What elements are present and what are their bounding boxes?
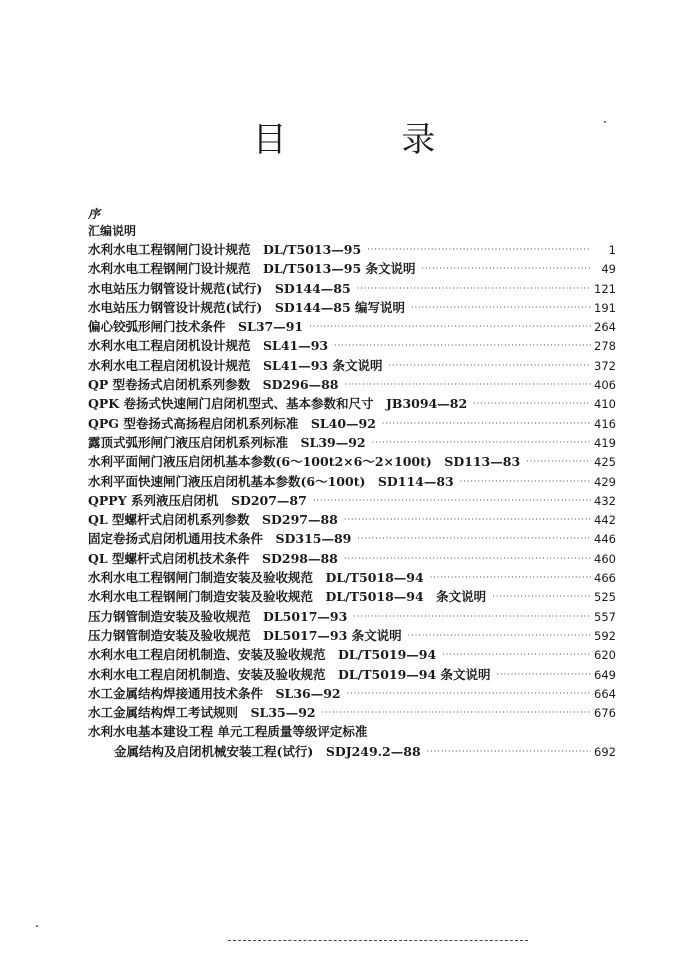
toc-entry (88, 684, 616, 703)
leader-dots (357, 529, 591, 548)
toc-entry-title: 水利水电工程启闭机设计规范 SL41—93 条文说明 (88, 357, 383, 373)
toc-entry-title: 水利水电工程钢闸门制造安装及验收规范 DL/T5018—94 条文说明 (88, 589, 487, 605)
toc-entry (88, 394, 616, 413)
toc-entry-page: 406 (594, 378, 616, 393)
toc-entry-page: 442 (594, 513, 616, 528)
toc-entry-title: 固定卷扬式启闭机通用技术条件 SD315—89 (88, 531, 352, 547)
toc-entry-title: 水工金属结构焊接通用技术条件 SL36—92 (88, 685, 341, 701)
compilation-note-entry: 汇编说明 (88, 224, 137, 238)
toc-entry (88, 510, 616, 529)
toc-entry-page: 419 (594, 435, 616, 450)
toc-entry (88, 317, 616, 336)
toc-entry (88, 259, 616, 278)
toc-entry-title: 水利水电基本建设工程 单元工程质量等级评定标准 (88, 724, 368, 740)
toc-entry-title: QPK 卷扬式快速闸门启闭机型式、基本参数和尺寸 JB3094—82 (88, 396, 468, 412)
toc-entry-page: 525 (594, 590, 616, 605)
preface-entry: 序 (88, 207, 101, 221)
leader-dots (345, 375, 592, 394)
toc-entry (88, 240, 616, 259)
toc-entry (88, 703, 616, 722)
scan-speck (604, 121, 606, 123)
toc-entry (88, 645, 616, 664)
toc-entry-page: 121 (594, 281, 616, 296)
leader-dots (372, 433, 591, 452)
scan-edge-line (228, 940, 528, 942)
toc-entry-title: 偏心铰弧形闸门技术条件 SL37—91 (88, 319, 304, 335)
toc-entry-page: 416 (594, 416, 616, 431)
toc-entry-page: 592 (594, 628, 616, 643)
leader-dots (430, 568, 591, 587)
toc-entry-title: QP 型卷扬式启闭机系列参数 SD296—88 (88, 377, 339, 393)
toc-entry-title: 水电站压力钢管设计规范(试行) SD144—85 (88, 280, 351, 296)
toc-entry-title: 水利平面快速闸门液压启闭机基本参数(6～100t) SD114—83 (88, 473, 454, 489)
toc-entry-title: 水利水电工程钢闸门设计规范 DL/T5013—95 条文说明 (88, 261, 416, 277)
toc-entry (88, 607, 616, 626)
table-of-contents (88, 240, 616, 761)
toc-entry (88, 414, 616, 433)
toc-entry-title: 水利水电工程钢闸门设计规范 DL/T5013—95 (88, 242, 362, 257)
toc-entry-title: QL 型螺杆式启闭机技术条件 SD298—88 (88, 550, 338, 566)
toc-entry-title: 水利水电工程钢闸门制造安装及验收规范 DL/T5018—94 (88, 570, 424, 586)
toc-entry-page: 1 (608, 243, 616, 257)
leader-dots (344, 549, 591, 568)
toc-entry (88, 375, 616, 394)
toc-entry-title: 水利平面闸门液压启闭机基本参数(6～100t2×6～2×100t) SD113—83 (88, 454, 521, 470)
leader-dots (411, 298, 591, 317)
toc-entry (88, 529, 616, 548)
toc-entry-title: QPG 型卷扬式高扬程启闭机系列标准 SL40—92 (88, 415, 376, 431)
leader-dots (526, 452, 591, 471)
toc-group-heading (88, 722, 616, 741)
leader-dots (353, 607, 591, 626)
toc-entry-page: 429 (594, 474, 616, 489)
toc-entry (88, 472, 616, 491)
leader-dots (388, 356, 591, 375)
toc-entry-title: 水电站压力钢管设计规范(试行) SD144—85 编写说明 (88, 299, 406, 315)
leader-dots (322, 703, 591, 722)
toc-entry-page: 432 (594, 493, 616, 508)
leader-dots (313, 491, 591, 510)
leader-dots (367, 240, 591, 259)
toc-entry (88, 626, 616, 645)
leader-dots (344, 510, 591, 529)
leader-dots (473, 394, 591, 413)
toc-entry-title: 压力钢管制造安装及验收规范 DL5017—93 (88, 608, 348, 624)
toc-entry-page: 425 (594, 455, 616, 470)
toc-entry (88, 452, 616, 471)
toc-entry-page: 446 (594, 532, 616, 547)
toc-entry-page: 278 (594, 339, 616, 354)
toc-entry (88, 491, 616, 510)
toc-entry-page: 460 (594, 551, 616, 566)
toc-entry (88, 587, 616, 606)
toc-entry-page: 466 (594, 571, 616, 586)
page-title: 目 录 (252, 120, 488, 160)
toc-entry-title: QL 型螺杆式启闭机系列参数 SD297—88 (88, 512, 338, 528)
toc-entry (88, 742, 616, 761)
toc-entry-page: 49 (601, 262, 616, 277)
toc-entry-title: 水利水电工程启闭机制造、安装及验收规范 DL/T5019—94 (88, 647, 437, 663)
toc-entry-page: 191 (594, 300, 616, 315)
toc-entry-title: 压力钢管制造安装及验收规范 DL5017—93 条文说明 (88, 627, 402, 643)
toc-entry-page: 620 (594, 648, 616, 663)
toc-entry (88, 336, 616, 355)
toc-entry-page: 676 (594, 706, 616, 721)
leader-dots (334, 336, 591, 355)
toc-entry (88, 549, 616, 568)
toc-entry-page: 649 (594, 667, 616, 682)
toc-entry (88, 568, 616, 587)
toc-entry-page: 264 (594, 320, 616, 335)
toc-entry-title: QPPY 系列液压启闭机 SD207—87 (88, 492, 307, 508)
toc-entry (88, 433, 616, 452)
leader-dots (492, 587, 591, 606)
leader-dots (422, 259, 591, 278)
leader-dots (427, 742, 591, 761)
leader-dots (442, 645, 591, 664)
toc-entry-title: 水利水电工程启闭机设计规范 SL41—93 (88, 338, 329, 354)
toc-entry-page: 664 (594, 686, 616, 701)
scan-speck (36, 925, 38, 927)
toc-entry (88, 665, 616, 684)
leader-dots (497, 665, 591, 684)
toc-entry (88, 356, 616, 375)
leader-dots (460, 472, 591, 491)
toc-entry-title: 金属结构及启闭机械安装工程(试行) SDJ249.2—88 (114, 743, 421, 759)
toc-entry (88, 279, 616, 298)
leader-dots (309, 317, 591, 336)
leader-dots (408, 626, 591, 645)
leader-dots (382, 414, 591, 433)
toc-entry-page: 410 (594, 397, 616, 412)
toc-entry-title: 水利水电工程启闭机制造、安装及验收规范 DL/T5019—94 条文说明 (88, 666, 491, 682)
toc-entry-page: 372 (594, 358, 616, 373)
toc-entry-title: 水工金属结构焊工考试规则 SL35—92 (88, 705, 316, 721)
toc-entry-page: 692 (594, 744, 616, 759)
toc-entry-title: 露顶式弧形闸门液压启闭机系列标准 SL39—92 (88, 434, 366, 450)
leader-dots (357, 279, 591, 298)
leader-dots (347, 684, 591, 703)
toc-entry (88, 298, 616, 317)
toc-entry-page: 557 (594, 609, 616, 624)
